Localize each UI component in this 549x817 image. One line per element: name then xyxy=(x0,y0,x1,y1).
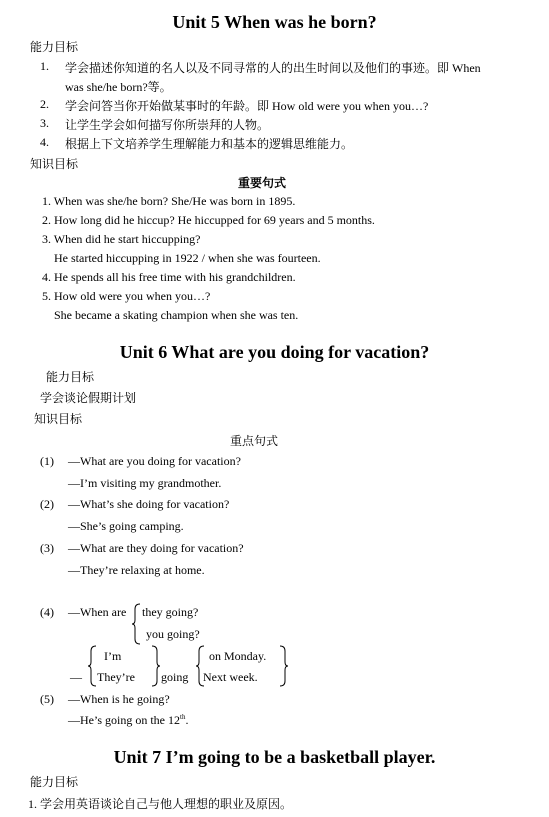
sentence: 1. When was she/he born? She/He was born in 1895. xyxy=(42,194,296,208)
unit6-title: Unit 6 What are you doing for vacation? xyxy=(119,342,430,362)
ability-text-cont: was she/he born?等。 xyxy=(65,80,172,94)
unit6-ability-text: 学会谈论假期计划 xyxy=(40,391,137,405)
dialogue-question: —What are they doing for vacation? xyxy=(68,541,244,555)
ordinal-suffix: th xyxy=(180,713,186,721)
dialogue-answer: —I’m visiting my grandmother. xyxy=(68,476,222,490)
subject-option: I’m xyxy=(104,649,122,663)
ability-number: 2. xyxy=(40,97,49,111)
item-number: (5) xyxy=(40,692,54,706)
unit6-sentences-heading: 重点句式 xyxy=(230,434,279,448)
ability-text: 根据上下文培养学生理解能力和基本的逻辑思维能力。 xyxy=(65,137,354,151)
unit5-knowledge-heading: 知识目标 xyxy=(30,157,79,171)
sentence: She became a skating champion when she was ten. xyxy=(54,308,299,322)
sentence: He started hiccupping in 1922 / when she was fourteen. xyxy=(54,251,321,265)
sentence: 2. How long did he hiccup? He hiccupped for 69 years and 5 months. xyxy=(42,213,375,227)
option-text: you going? xyxy=(146,627,200,641)
subject-option: They’re xyxy=(97,670,135,684)
verb-text: going xyxy=(161,670,189,684)
item-number: (4) xyxy=(40,605,54,619)
right-brace-icon xyxy=(150,645,160,687)
unit5-sentences-heading: 重要句式 xyxy=(238,176,287,190)
answer-text: —He’s going on the 12 xyxy=(68,713,180,727)
dialogue-answer: —They’re relaxing at home. xyxy=(68,563,205,577)
unit5-ability-heading: 能力目标 xyxy=(30,40,79,54)
item-number: (2) xyxy=(40,497,54,511)
time-option: Next week. xyxy=(203,670,258,684)
unit6-knowledge-heading: 知识目标 xyxy=(34,412,83,426)
dialogue-question: —What are you doing for vacation? xyxy=(68,454,241,468)
dialogue-question: —When are xyxy=(68,605,127,619)
item-number: (3) xyxy=(40,541,54,555)
dialogue-answer xyxy=(68,713,188,728)
ability-text: 让学生学会如何描写你所崇拜的人物。 xyxy=(65,118,270,132)
unit6-ability-heading: 能力目标 xyxy=(46,370,95,384)
unit5-title: Unit 5 When was he born? xyxy=(172,12,377,32)
ability-number: 4. xyxy=(40,135,49,149)
ability-text: 学会描述你知道的名人以及不同寻常的人的出生时间以及他们的事迹。即 When xyxy=(65,61,481,75)
unit7-ability-item: 1. 学会用英语谈论自己与他人理想的职业及原因。 xyxy=(28,797,293,811)
time-option: on Monday. xyxy=(209,649,267,663)
sentence: 4. He spends all his free time with his grandchildren. xyxy=(42,270,296,284)
dialogue-dash: — xyxy=(70,670,82,684)
ability-text: 学会问答当你开始做某事时的年龄。即 How old were you when you…? xyxy=(65,99,429,113)
dialogue-answer: —She’s going camping. xyxy=(68,519,184,533)
unit7-ability-heading: 能力目标 xyxy=(30,775,79,789)
ability-number: 1. xyxy=(40,59,49,73)
left-brace-icon xyxy=(132,603,142,645)
unit7-title: Unit 7 I’m going to be a basketball player. xyxy=(113,747,436,767)
sentence: 3. When did he start hiccupping? xyxy=(42,232,201,246)
item-number: (1) xyxy=(40,454,54,468)
ability-number: 3. xyxy=(40,116,49,130)
option-text: they going? xyxy=(142,605,199,619)
dialogue-question: —What’s she doing for vacation? xyxy=(68,497,230,511)
right-brace-icon xyxy=(278,645,288,687)
answer-period: . xyxy=(185,713,189,727)
sentence: 5. How old were you when you…? xyxy=(42,289,211,303)
dialogue-question: —When is he going? xyxy=(68,692,170,706)
